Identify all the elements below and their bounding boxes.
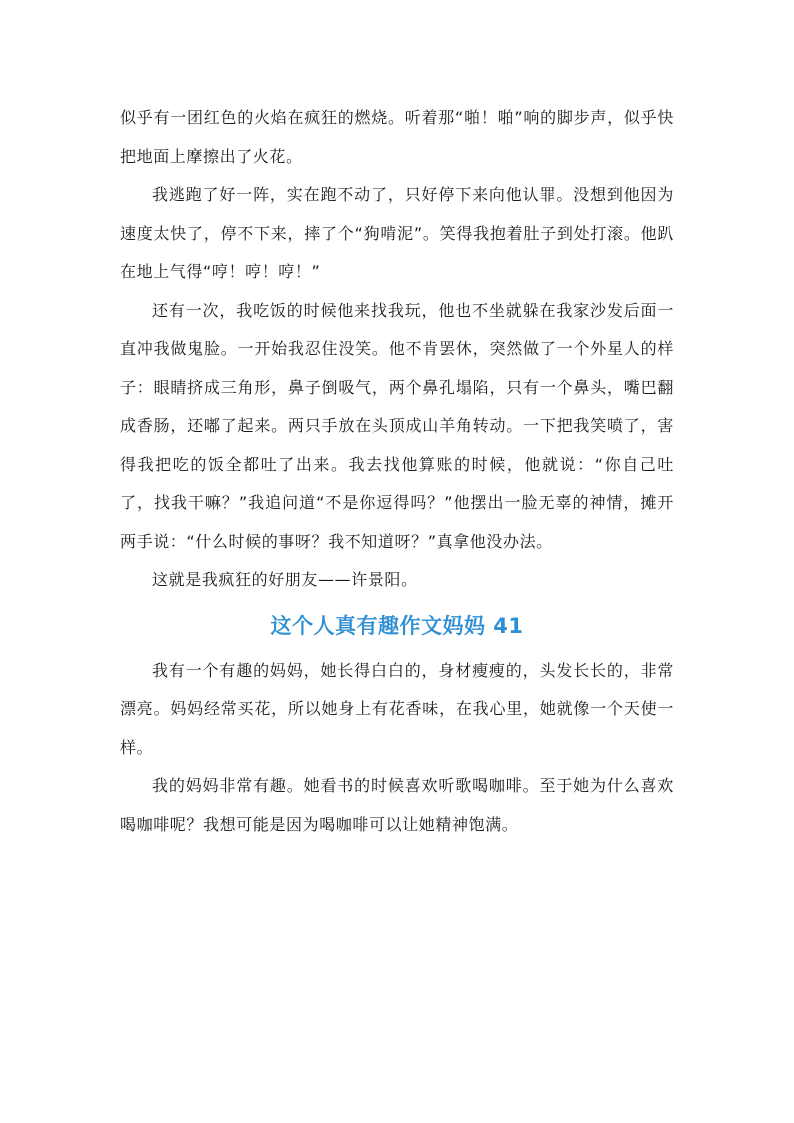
paragraph-mom-coffee: 我的妈妈非常有趣。她看书的时候喜欢听歌喝咖啡。至于她为什么喜欢喝咖啡呢？我想可能是因为喝咖啡可以让她精神饱满。 bbox=[120, 776, 674, 834]
paragraph-crazy-friend: 这就是我疯狂的好朋友——许景阳。 bbox=[152, 570, 418, 589]
paragraph-fire-footsteps: 似乎有一团红色的火焰在疯狂的燃烧。听着那“啪！啪”响的脚步声，似乎快把地面上摩擦出了火花。 bbox=[120, 108, 674, 166]
paragraph-funny-face: 还有一次，我吃饭的时候他来找我玩，他也不坐就躲在我家沙发后面一直冲我做鬼脸。一开始我忍住没笑。他不肯罢休，突然做了一个外星人的样子：眼睛挤成三角形，鼻子倒吸气，两个鼻孔塌陷，只有一个鼻头，嘴巴翻成香肠，还嘟了起来。两只手放在头顶成山羊角转动。一下把我笑喷了，害得我把吃的饭全都吐了出来。我去找他算账的时候，他就说：“你自己吐了，找我干嘛？”我追问道“不是你逗得吗？”他摆出一脸无辜的神情，摊开两手说：“什么时候的事呀？我不知道呀？”真拿他没办法。 bbox=[120, 300, 674, 551]
paragraph-interesting-mom: 我有一个有趣的妈妈，她长得白白的，身材瘦瘦的，头发长长的，非常漂亮。妈妈经常买花，所以她身上有花香味，在我心里，她就像一个天使一样。 bbox=[120, 660, 674, 757]
document-page bbox=[120, 99, 674, 844]
essay-title-heading: 这个人真有趣作文妈妈 41 bbox=[270, 613, 524, 638]
paragraph-running-away: 我逃跑了好一阵，实在跑不动了，只好停下来向他认罪。没想到他因为速度太快了，停不下来，摔了个“狗啃泥”。笑得我抱着肚子到处打滚。他趴在地上气得“哼！哼！哼！” bbox=[120, 185, 674, 281]
